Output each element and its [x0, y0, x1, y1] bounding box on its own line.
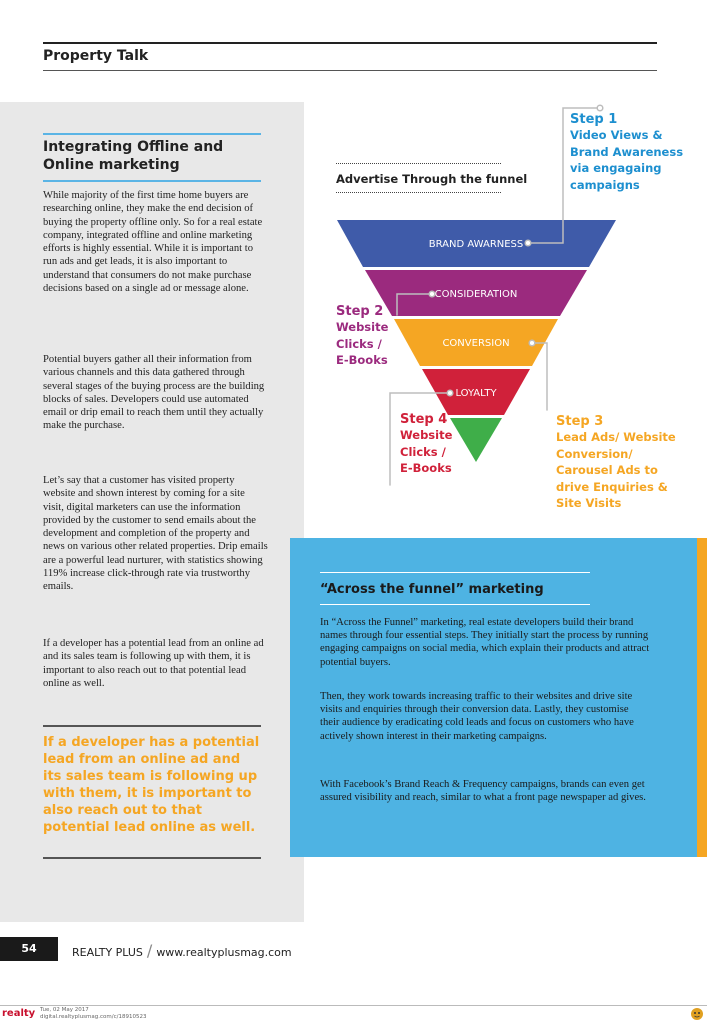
bottom-rule — [0, 1005, 707, 1006]
step-3-annotation — [556, 414, 686, 512]
box-paragraph-1: In “Across the Funnel” marketing, real estate developers build their brand names through four essential steps. They initially start the process by running engaging campaigns on social media, which explain their products and attract potential buyers. — [320, 617, 650, 668]
box-paragraph-3: With Facebook’s Brand Reach & Frequency campaigns, brands can even get assured visibility and reach, similar to what a front page newspaper ad gives. — [320, 779, 646, 804]
sidebar-paragraph-1: While majority of the first time home buyers are researching online, they make the end decision of buying the property offline only. So for a real estate company, integrated offline and online marketing efforts is highly essential. While it is important to run ads and get leads, it is also important to understand that consumers do not make purchase decisions based on a single ad or message alone. — [43, 190, 263, 295]
page-number: 54 — [0, 937, 58, 961]
footer-divider: / — [146, 941, 153, 960]
sidebar-heading: Integrating Offline and Online marketing — [43, 139, 224, 173]
funnel-label-brand-awareness: BRAND AWARNESS — [428, 239, 524, 250]
sidebar-paragraph-4: If a developer has a potential lead from an online ad and its sales team is following up with them, it is important to also reach out to that potential lead online as well. — [43, 638, 264, 689]
sidebar-paragraph-3: Let’s say that a customer has visited property website and shown interest by coming for a site visit, digital marketers can use the information provided by the customer to send emails about the development and completion of the property and news on various other related properties. Drip emails are a powerful lead nurturer, with statistics showing 119% increase click-through rate via trustworthy emails. — [43, 475, 268, 593]
dot-step4-a — [447, 390, 453, 396]
step-4-text: Website Clicks / E-Books — [400, 428, 453, 475]
step-2-annotation — [336, 304, 396, 369]
step-3-number: Step 3 — [556, 414, 604, 429]
step-2-number: Step 2 — [336, 304, 384, 319]
print-meta — [40, 1007, 147, 1020]
box-paragraph-2: Then, they work towards increasing traffic to their websites and drive site visits and enquiries through their conversion data. Lastly, they customise their audience by eradicating cold leads and focus on customers who have actively shown interest in their marketing campaigns. — [320, 691, 634, 742]
section-title: Property Talk — [43, 48, 149, 64]
pull-quote-rule-top — [43, 725, 261, 727]
step-1-text: Video Views & Brand Awareness via engagaing campaigns — [570, 128, 684, 192]
print-date: Tue, 02 May 2017 — [40, 1007, 89, 1013]
magazine-url[interactable]: www.realtyplusmag.com — [156, 946, 292, 959]
box-title: “Across the funnel” marketing — [320, 582, 544, 597]
funnel-label-loyalty: LOYALTY — [455, 388, 497, 399]
step-4-annotation — [400, 412, 460, 477]
pull-quote-rule-bottom — [43, 857, 261, 859]
dot-step1-a — [525, 240, 531, 246]
step-4-number: Step 4 — [400, 412, 448, 427]
sidebar-paragraph-2: Potential buyers gather all their information from various channels and this data gathered through several stages of the buying process are the building blocks of sales. Developers could use automated email or drip email to reach them until they actually make the purchase. — [43, 354, 265, 432]
step-2-text: Website Clicks / E-Books — [336, 320, 389, 367]
funnel-title: Advertise Through the funnel — [336, 172, 528, 186]
realty-logo: realty — [2, 1008, 36, 1019]
print-link[interactable]: digital.realtyplusmag.com/c/18910523 — [40, 1013, 147, 1020]
dot-step1-b — [597, 105, 603, 111]
mascot-icon — [690, 1007, 704, 1021]
funnel-label-conversion: CONVERSION — [442, 338, 510, 349]
step-1-annotation — [570, 112, 690, 193]
box-title-rule-bottom — [320, 604, 590, 605]
step-1-number: Step 1 — [570, 112, 618, 127]
dot-step3-a — [529, 340, 535, 346]
footer-credit — [72, 941, 292, 960]
funnel-label-consideration: CONSIDERATION — [434, 289, 518, 300]
pull-quote: If a developer has a potential lead from an online ad and its sales team is following up with them, it is important to also reach out to that potential lead online as well. — [43, 735, 260, 835]
magazine-name: REALTY PLUS — [72, 946, 143, 959]
step-3-text: Lead Ads/ Website Conversion/ Carousel Ads to drive Enquiries & Site Visits — [556, 430, 676, 510]
dot-step2-a — [429, 291, 435, 297]
box-accent-stripe — [697, 538, 707, 857]
box-title-rule-top — [320, 572, 590, 573]
